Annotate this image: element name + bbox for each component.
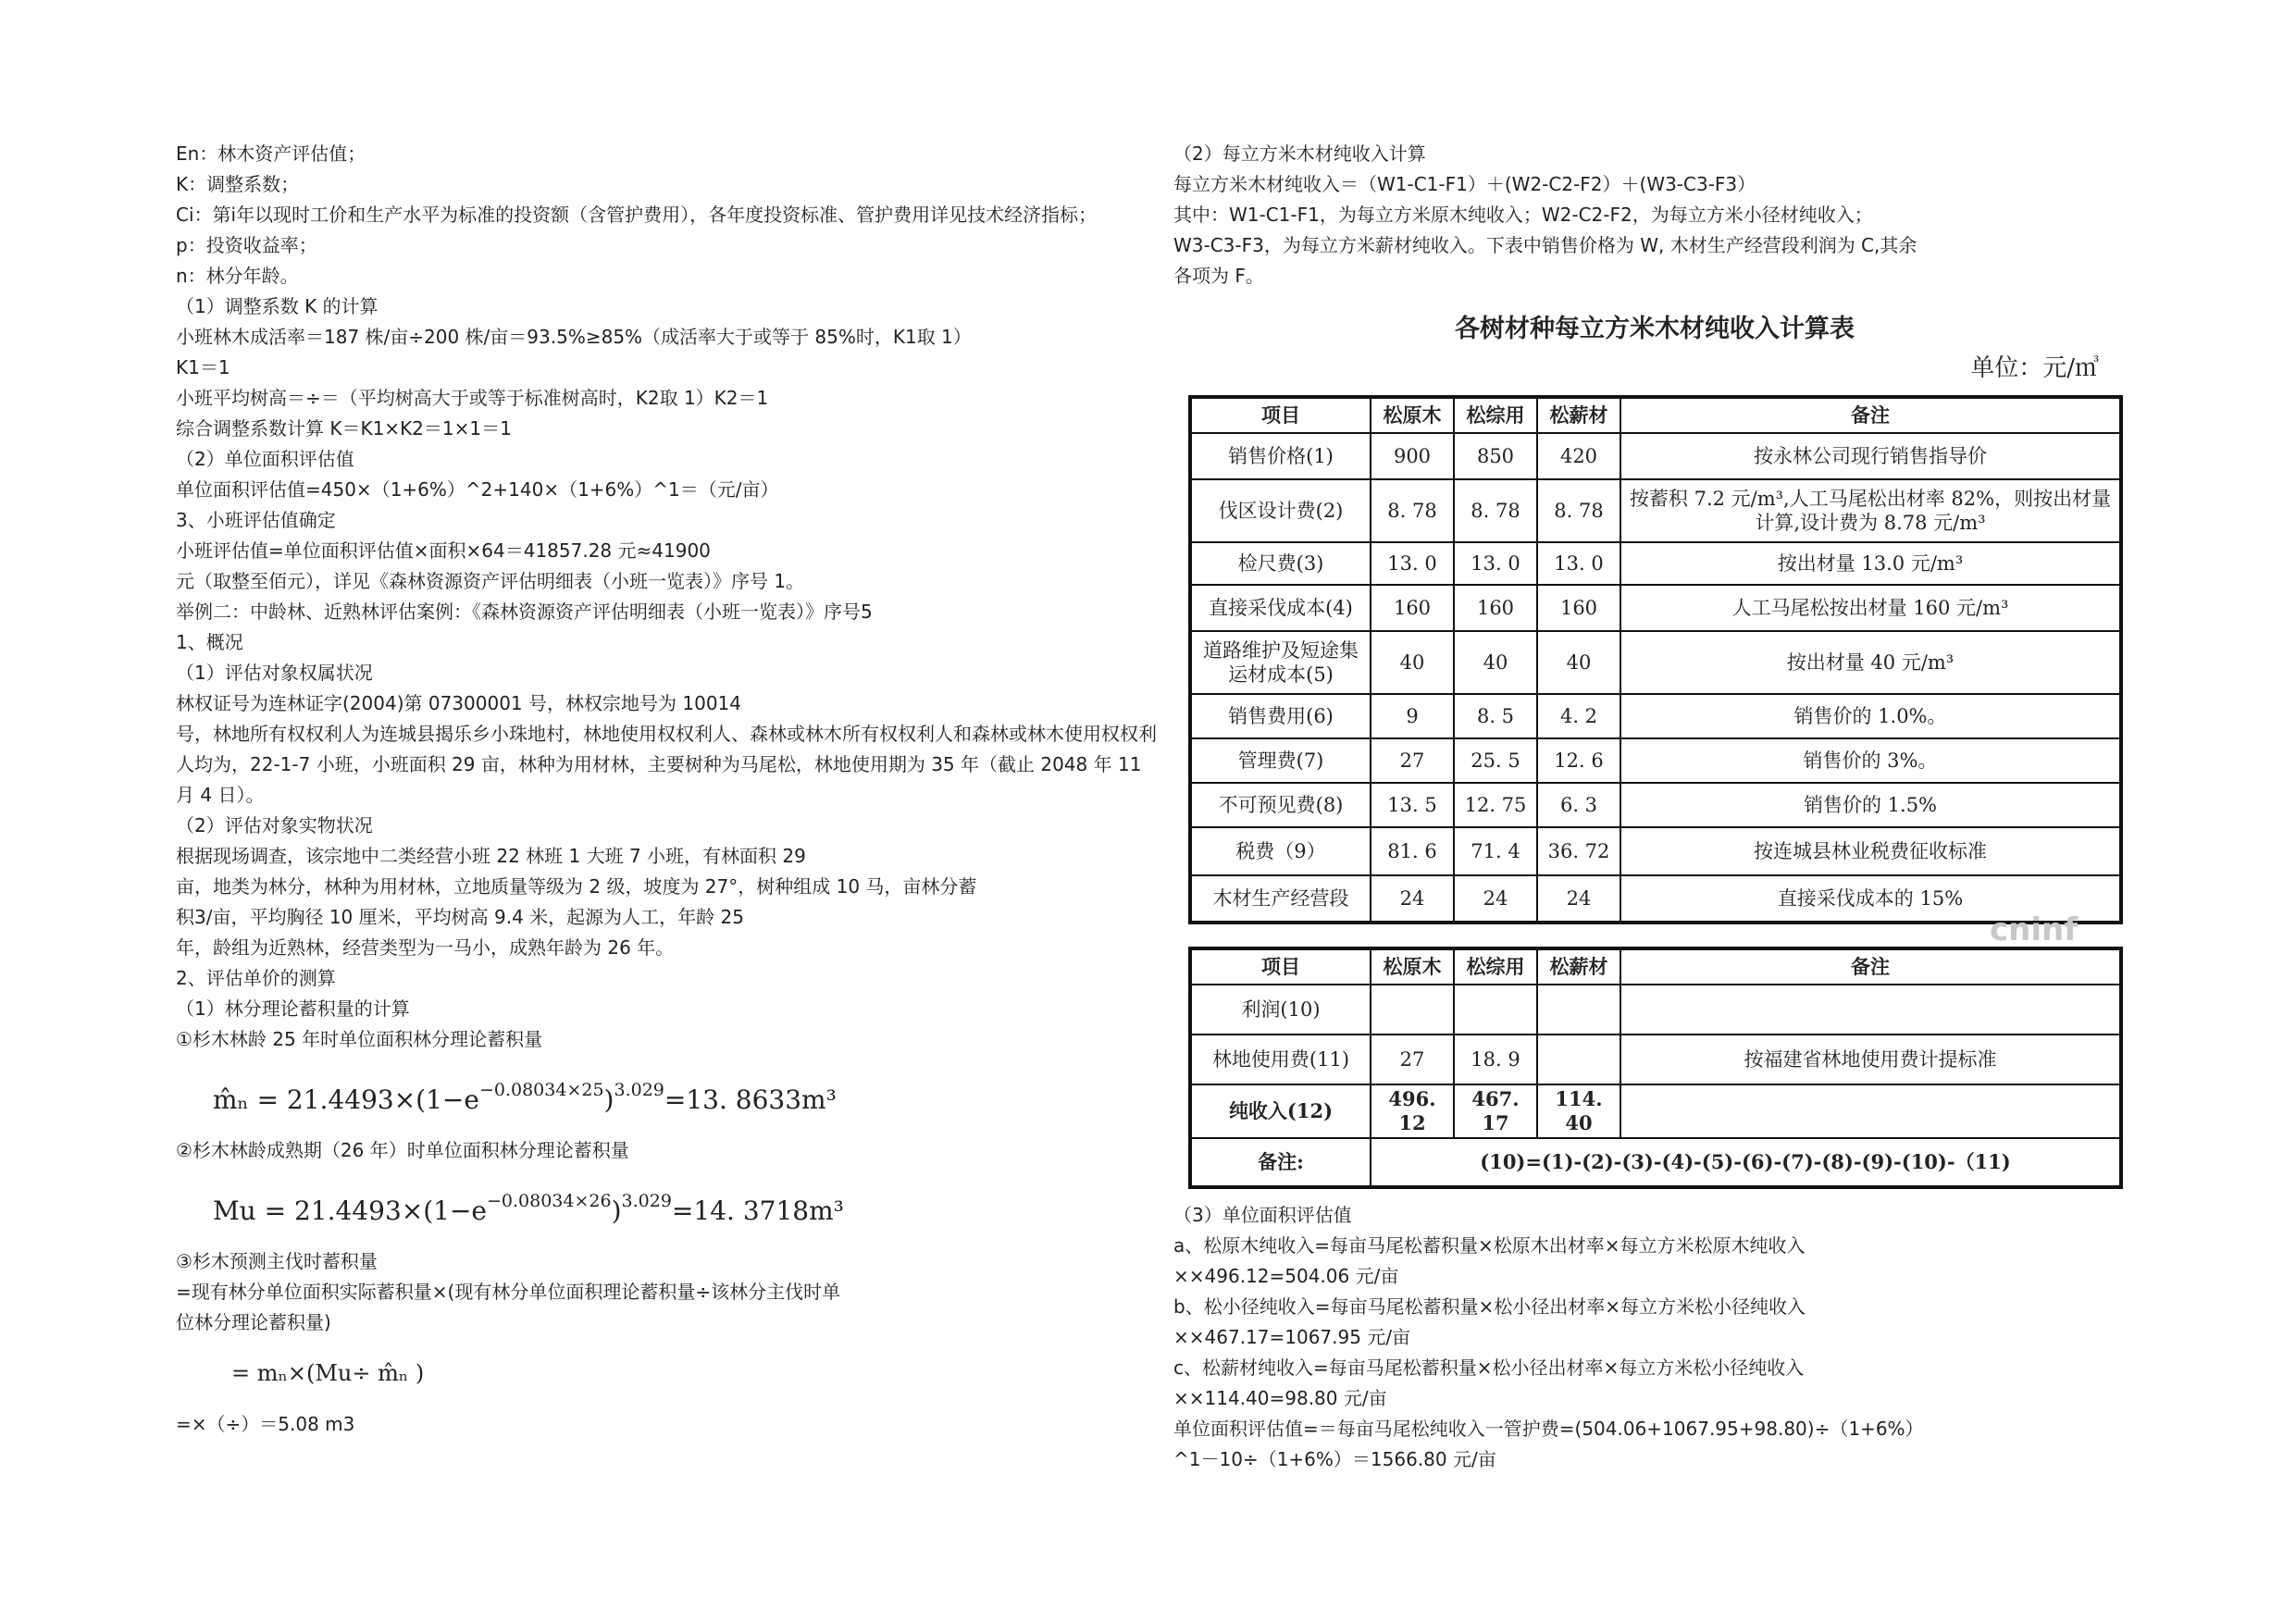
text-line: Ci：第i年以现时工价和生产水平为标准的投资额（含管护费用），各年度投资标准、管护费用详见技术经济指标； (176, 204, 1098, 226)
net-income-table-2 (1188, 947, 2123, 1189)
right-column (1173, 139, 2136, 1475)
text-line: （2）每立方米木材纯收入计算 (1173, 142, 1426, 165)
net-income-table-1 (1188, 395, 2123, 924)
text-line: 小班评估值=单位面积评估值×面积×64＝41857.28 元≈41900 (176, 539, 711, 562)
row-note: 按永林公司现行销售指导价 (1620, 433, 2121, 479)
row-label: 道路维护及短途集运材成本(5) (1190, 631, 1371, 694)
column-header: 备注 (1620, 948, 2121, 985)
formula-harvest-volume: = mₙ×(Mu÷ m̂ₙ ) (231, 1360, 425, 1386)
table-unit: 单位：元/㎥ (1970, 354, 2099, 382)
cell-value: 114. 40 (1537, 1084, 1620, 1138)
cell-value: 40 (1371, 631, 1454, 694)
text-line: （1）林分理论蓄积量的计算 (176, 997, 410, 1020)
text-line: 其中：W1-C1-F1，为每立方米原木纯收入；W2-C2-F2，为每立方米小径材纯收入； (1173, 204, 1873, 226)
text-line: 各项为 F。 (1173, 265, 1264, 287)
cell-value: 8. 78 (1371, 479, 1454, 542)
table-row (1190, 585, 2121, 631)
cell-value: 900 (1371, 433, 1454, 479)
right-text-block-top (1173, 139, 2136, 291)
cell-value: 27 (1371, 1035, 1454, 1084)
row-label: 检尺费(3) (1190, 542, 1371, 585)
row-label: 伐区设计费(2) (1190, 479, 1371, 542)
cell-value: 36. 72 (1537, 827, 1620, 875)
text-line: 小班林木成活率＝187 株/亩÷200 株/亩＝93.5%≥85%（成活率大于或等于 85%时，K1取 1） (176, 326, 972, 348)
cell-value: 8. 5 (1454, 694, 1537, 738)
cell-value: 420 (1537, 433, 1620, 479)
cell-value: 13. 0 (1454, 542, 1537, 585)
formula1-paren: ) (603, 1084, 614, 1115)
row-note: 按福建省林地使用费计提标准 (1620, 1035, 2121, 1084)
cell-value: 467. 17 (1454, 1084, 1537, 1138)
cell-value: 4. 2 (1537, 694, 1620, 738)
text-line: （1）调整系数 K 的计算 (176, 295, 379, 317)
text-line: （1）评估对象权属状况 (176, 662, 373, 684)
row-note (1620, 1084, 2121, 1138)
text-line: ××496.12=504.06 元/亩 (1173, 1265, 1399, 1287)
text-line: K1＝1 (176, 356, 230, 378)
row-label: 税费（9） (1190, 827, 1371, 875)
cell-value (1454, 985, 1537, 1035)
left-column (176, 139, 1157, 1440)
row-note (1620, 985, 2121, 1035)
text-line: 位林分理论蓄积量) (176, 1311, 331, 1333)
text-line: n：林分年龄。 (176, 265, 299, 287)
text-line: b、松小径纯收入=每亩马尾松蓄积量×松小径出材率×每立方米松小径纯收入 (1173, 1295, 1806, 1318)
formula2-result: =14. 3718m³ (671, 1196, 844, 1226)
cell-value: 13. 0 (1371, 542, 1454, 585)
formula2-paren: ) (611, 1196, 622, 1226)
row-label: 直接采伐成本(4) (1190, 585, 1371, 631)
cell-value (1537, 985, 1620, 1035)
text-line: 1、概况 (176, 631, 243, 653)
text-line: En：林木资产评估值； (176, 142, 366, 165)
text-line: （3）单位面积评估值 (1173, 1204, 1352, 1226)
table-title: 各树材种每立方米木材纯收入计算表 (1455, 315, 1855, 343)
cell-value: 8. 78 (1537, 479, 1620, 542)
text-line: ××114.40=98.80 元/亩 (1173, 1387, 1387, 1409)
table-row (1190, 433, 2121, 479)
cell-value: 24 (1537, 875, 1620, 923)
text-line: 3、小班评估值确定 (176, 509, 336, 531)
cell-value: 40 (1537, 631, 1620, 694)
column-header: 备注 (1620, 397, 2121, 433)
text-line: a、松原木纯收入=每亩马尾松蓄积量×松原木出材率×每立方米松原木纯收入 (1173, 1234, 1806, 1257)
cell-value: 850 (1454, 433, 1537, 479)
table-header-row (1190, 397, 2121, 433)
formula2-lhs: Mu = 21.4493×(1−e (213, 1196, 487, 1226)
row-note: 按蓄积 7.2 元/m³,人工马尾松出材率 82%，则按出材量计算,设计费为 8.78 元/m³ (1620, 479, 2121, 542)
row-label: 纯收入(12) (1190, 1084, 1371, 1138)
text-line: 综合调整系数计算 K＝K1×K2＝1×1＝1 (176, 417, 512, 440)
cell-value: 12. 75 (1454, 783, 1537, 827)
note-formula: (10)=(1)-(2)-(3)-(4)-(5)-(6)-(7)-(8)-(9)-(10)-（11) (1371, 1138, 2121, 1187)
row-label: 林地使用费(11) (1190, 1035, 1371, 1084)
row-label: 销售价格(1) (1190, 433, 1371, 479)
column-header: 松原木 (1371, 397, 1454, 433)
formula1-result: =13. 8633m³ (664, 1084, 837, 1115)
formula2-power: 3.029 (621, 1191, 672, 1211)
column-header: 项目 (1190, 948, 1371, 985)
text-line: 根据现场调查，该宗地中二类经营小班 22 林班 1 大班 7 小班，有林面积 29 (176, 845, 806, 867)
text-line: 元（取整至佰元），详见《森林资源资产评估明细表（小班一览表）》序号 1。 (176, 570, 805, 592)
text-line: K：调整系数； (176, 173, 300, 195)
column-header: 松薪材 (1537, 397, 1620, 433)
left-text-block (176, 139, 1157, 1055)
cell-value (1537, 1035, 1620, 1084)
left-text-block-2 (176, 1246, 1157, 1338)
text-line: （2）评估对象实物状况 (176, 814, 373, 836)
table-row (1190, 738, 2121, 783)
text-line: 号，林地所有权权利人为连城县揭乐乡小珠地村，林地使用权权利人、森林或林木所有权权利人和森林或林木使用权权利人均为，22-1-7 小班，小班面积 29 亩，林种为用材林，主要树种为马尾松，林地使用期为 35 年（截止 2048 年 11月 4 日）。 (176, 723, 1157, 806)
cell-value: 71. 4 (1454, 827, 1537, 875)
cell-value: 160 (1454, 585, 1537, 631)
text-line: ①杉木林龄 25 年时单位面积林分理论蓄积量 (176, 1028, 543, 1050)
table-header-row (1190, 948, 2121, 985)
table-row (1190, 1035, 2121, 1084)
text-line: =现有林分单位面积实际蓄积量×(现有林分单位面积理论蓄积量÷该林分主伐时单 (176, 1281, 841, 1303)
column-header: 松原木 (1371, 948, 1454, 985)
text-line: p：投资收益率； (176, 234, 317, 256)
cell-value (1371, 985, 1454, 1035)
column-header: 松综用 (1454, 948, 1537, 985)
table-row (1190, 479, 2121, 542)
table-row (1190, 875, 2121, 923)
row-note: 按出材量 40 元/m³ (1620, 631, 2121, 694)
table-row (1190, 694, 2121, 738)
cell-value: 8. 78 (1454, 479, 1537, 542)
cell-value: 24 (1454, 875, 1537, 923)
row-label: 利润(10) (1190, 985, 1371, 1035)
text-line-last: =×（÷）＝5.08 m3 (176, 1413, 355, 1435)
text-line: W3-C3-F3，为每立方米薪材纯收入。下表中销售价格为 W, 木材生产经营段利润为 C,其余 (1173, 234, 1917, 256)
cell-value: 27 (1371, 738, 1454, 783)
text-line: 年，龄组为近熟林，经营类型为一马小，成熟年龄为 26 年。 (176, 936, 675, 959)
row-note: 销售价的 3%。 (1620, 738, 2121, 783)
table-row (1190, 985, 2121, 1035)
table-note-row (1190, 1138, 2121, 1187)
text-line: 2、评估单价的测算 (176, 967, 336, 989)
text-line: （2）单位面积评估值 (176, 448, 354, 470)
column-header: 项目 (1190, 397, 1371, 433)
cell-value: 6. 3 (1537, 783, 1620, 827)
cell-value: 40 (1454, 631, 1537, 694)
formula1-lhs: m̂ₙ = 21.4493×(1−e (213, 1084, 479, 1115)
formula1-exponent: −0.08034×25 (478, 1080, 604, 1100)
row-note: 销售价的 1.0%。 (1620, 694, 2121, 738)
cell-value: 9 (1371, 694, 1454, 738)
column-header: 松薪材 (1537, 948, 1620, 985)
cell-value: 13. 0 (1537, 542, 1620, 585)
text-line: ^1－10÷（1+6%）＝1566.80 元/亩 (1173, 1448, 1496, 1470)
formula-theoretical-volume-25 (213, 1075, 1157, 1115)
row-note: 按连城县林业税费征收标准 (1620, 827, 2121, 875)
note-label: 备注: (1190, 1138, 1371, 1187)
row-note: 直接采伐成本的 15% (1620, 875, 2121, 923)
cell-value: 13. 5 (1371, 783, 1454, 827)
row-label: 销售费用(6) (1190, 694, 1371, 738)
text-line: ③杉木预测主伐时蓄积量 (176, 1250, 378, 1272)
row-label: 管理费(7) (1190, 738, 1371, 783)
cell-value: 18. 9 (1454, 1035, 1537, 1084)
right-text-block-bottom (1173, 1200, 2136, 1475)
cell-value: 160 (1371, 585, 1454, 631)
text-line: 小班平均树高＝÷＝（平均树高大于或等于标准树高时，K2取 1）K2＝1 (176, 387, 769, 409)
row-note: 销售价的 1.5% (1620, 783, 2121, 827)
text-line: 积3/亩，平均胸径 10 厘米，平均树高 9.4 米，起源为人工，年龄 25 (176, 906, 744, 928)
formula2-exponent: −0.08034×26 (486, 1191, 612, 1211)
row-note: 按出材量 13.0 元/m³ (1620, 542, 2121, 585)
cell-value: 24 (1371, 875, 1454, 923)
text-line: 亩，地类为林分，林种为用材林，立地质量等级为 2 级，坡度为 27°，树种组成 10 马，亩林分蓄 (176, 875, 977, 898)
cell-value: 496. 12 (1371, 1084, 1454, 1138)
cell-value: 160 (1537, 585, 1620, 631)
table-row (1190, 783, 2121, 827)
cell-value: 25. 5 (1454, 738, 1537, 783)
text-line: c、松薪材纯收入=每亩马尾松蓄积量×松小径出材率×每立方米松小径纯收入 (1173, 1357, 1805, 1379)
column-header: 松综用 (1454, 397, 1537, 433)
cell-value: 81. 6 (1371, 827, 1454, 875)
watermark-logo: cninf (1990, 911, 2079, 948)
table-row (1190, 1084, 2121, 1138)
text-line: 林权证号为连林证字(2004)第 07300001 号，林权宗地号为 10014 (176, 692, 741, 714)
table-row (1190, 542, 2121, 585)
row-label: 木材生产经营段 (1190, 875, 1371, 923)
table-row (1190, 631, 2121, 694)
text-line: ××467.17=1067.95 元/亩 (1173, 1326, 1411, 1348)
row-note: 人工马尾松按出材量 160 元/m³ (1620, 585, 2121, 631)
text-line: 举例二：中龄林、近熟林评估案例：《森林资源资产评估明细表（小班一览表）》序号5 (176, 601, 873, 623)
row-label: 不可预见费(8) (1190, 783, 1371, 827)
text-line: ②杉木林龄成熟期（26 年）时单位面积林分理论蓄积量 (176, 1139, 629, 1161)
text-line: 单位面积评估值=450×（1+6%）^2+140×（1+6%）^1＝（元/亩） (176, 478, 779, 501)
cell-value: 12. 6 (1537, 738, 1620, 783)
table-row (1190, 827, 2121, 875)
text-line: 每立方米木材纯收入＝（W1-C1-F1）＋(W2-C2-F2）＋(W3-C3-F3） (1173, 173, 1756, 195)
formula1-power: 3.029 (614, 1080, 664, 1100)
formula-theoretical-volume-26 (213, 1186, 1157, 1226)
text-line: 单位面积评估值=＝每亩马尾松纯收入一管护费=(504.06+1067.95+98.80)÷（1+6%） (1173, 1418, 1924, 1440)
